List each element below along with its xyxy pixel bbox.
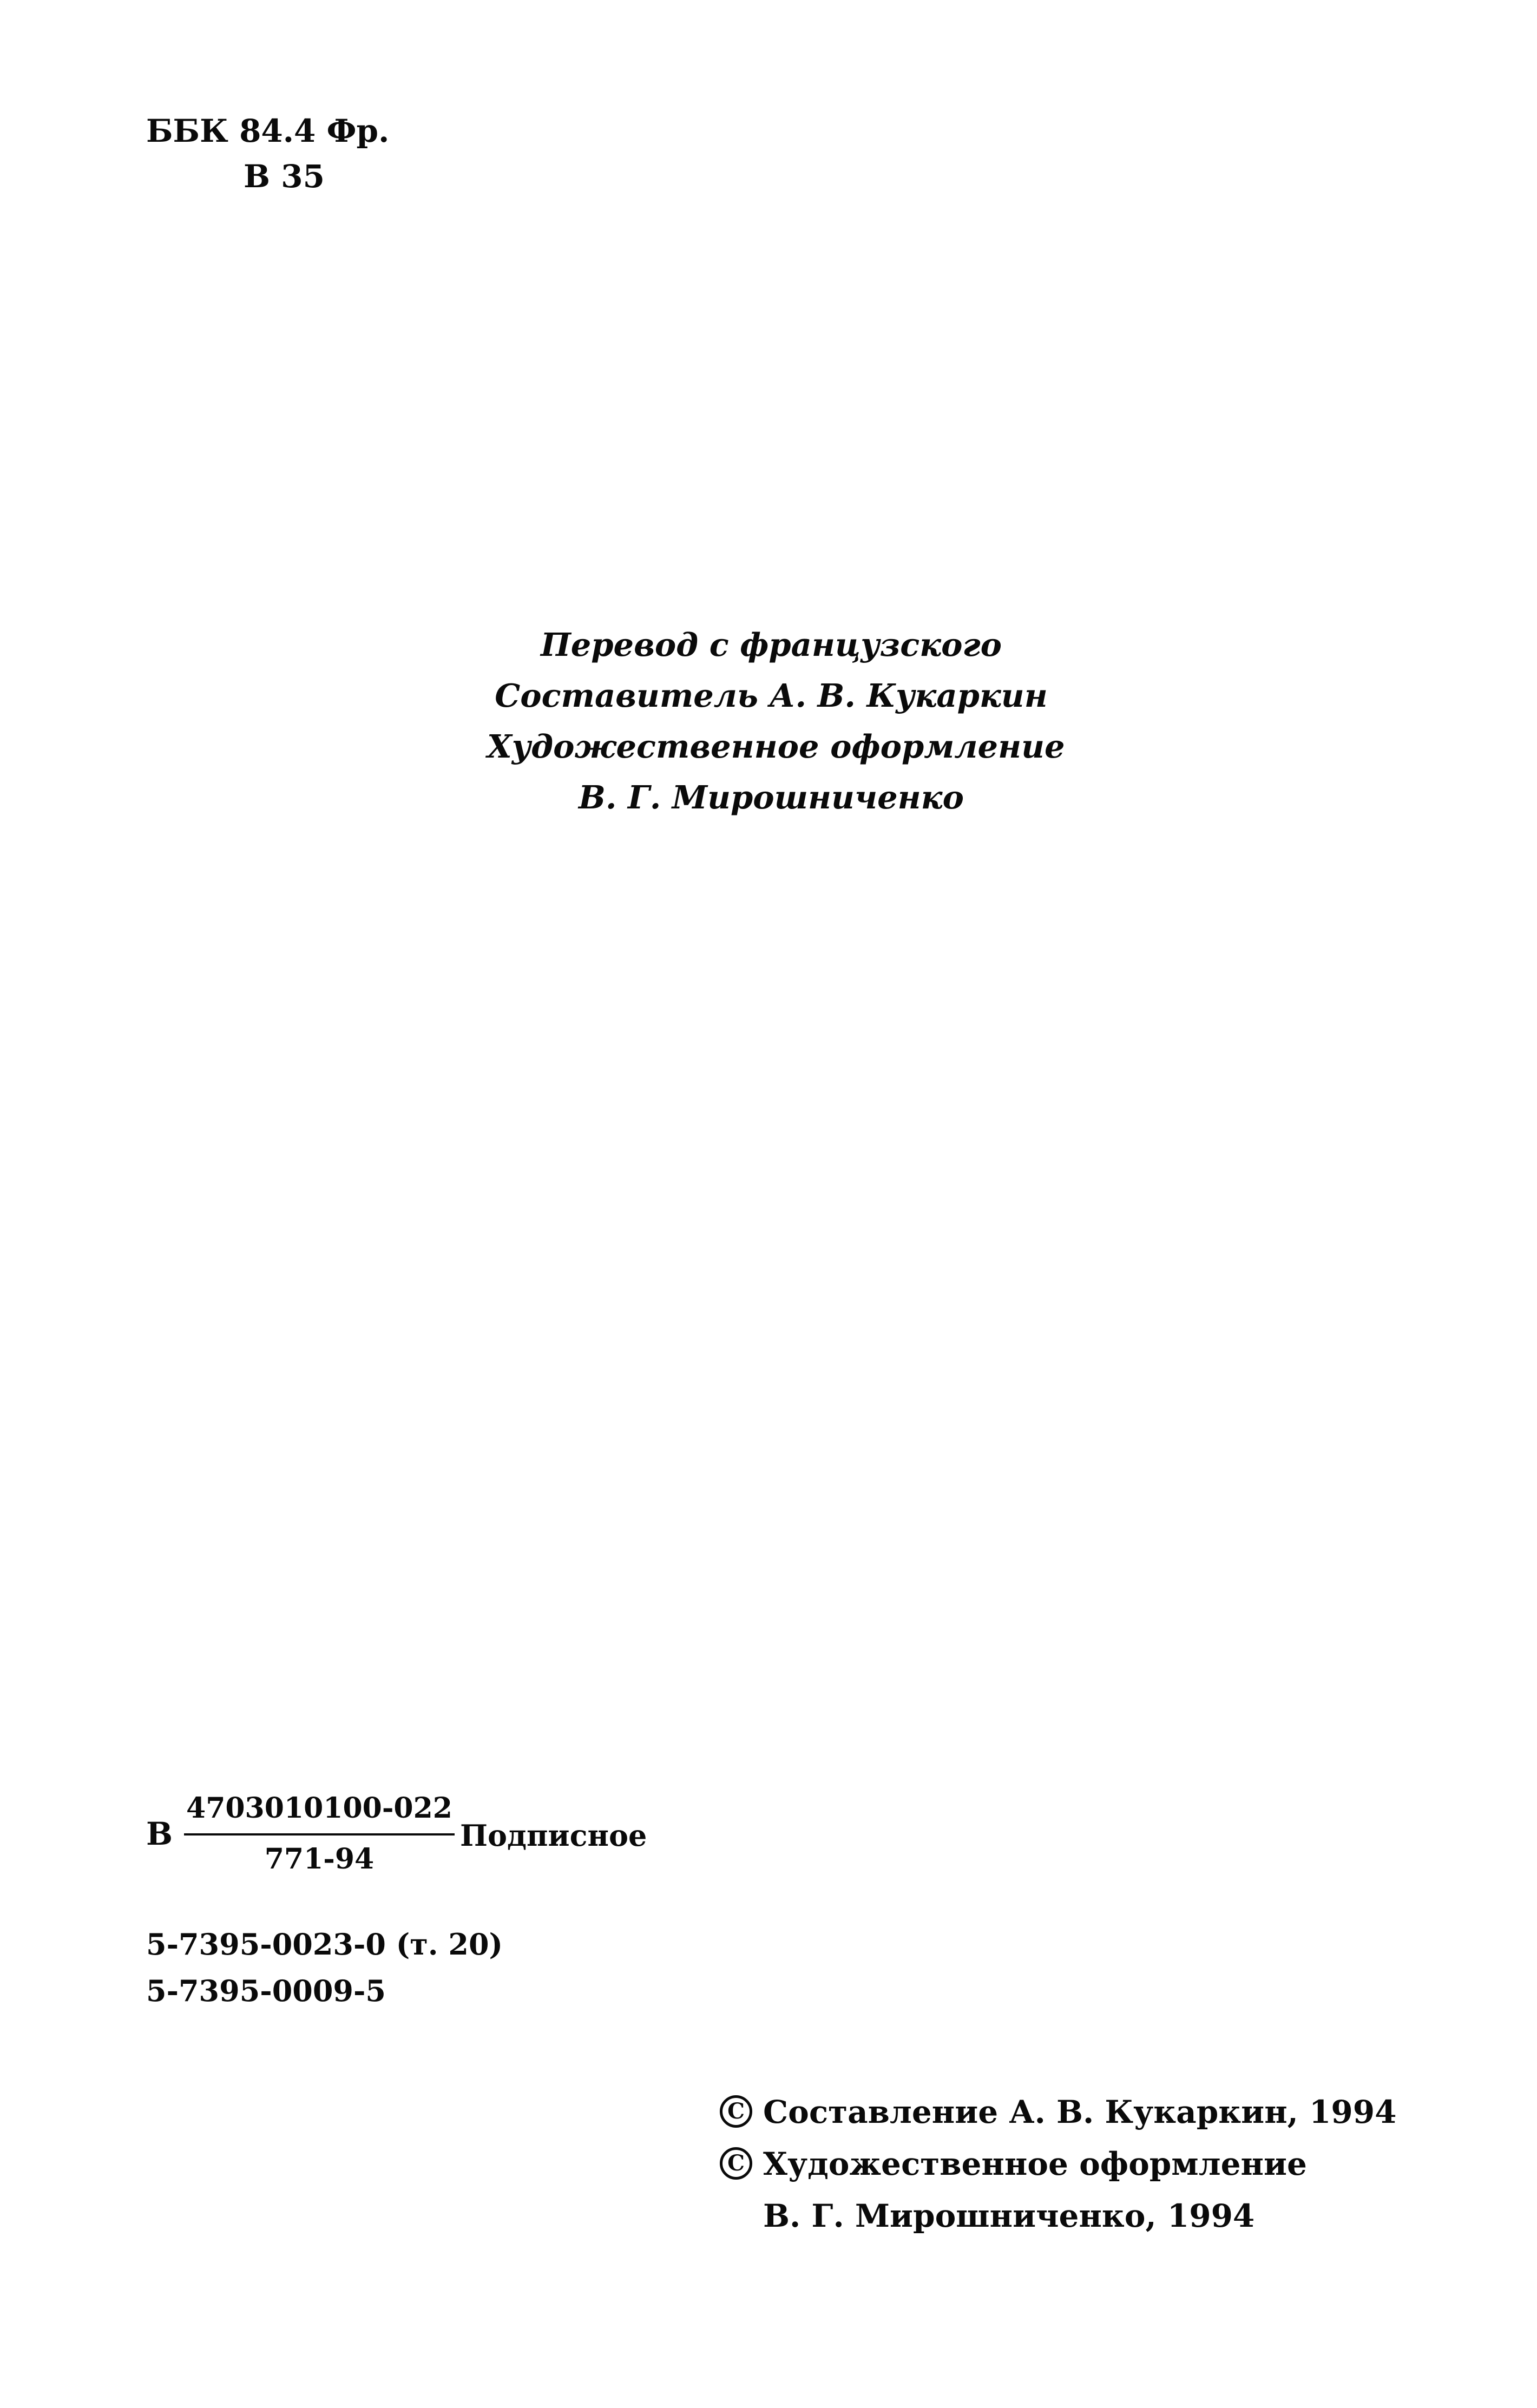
fraction-bar (184, 1833, 455, 1835)
author-sign: В 35 (244, 158, 325, 195)
catalog-letter: В (146, 1815, 173, 1852)
copyright-designer-name: В. Г. Мирошниченко, 1994 (763, 2198, 1255, 2234)
isbn-volume: 5-7395-0023-0 (т. 20) (146, 1927, 503, 1962)
art-designer-name: В. Г. Мирошниченко (579, 779, 964, 816)
copyright-compilation (720, 2086, 1396, 2138)
catalog-fraction (184, 1791, 455, 1877)
classification-code (146, 108, 389, 199)
credits-block (487, 620, 1065, 823)
subscription-note: Подписное (460, 1818, 647, 1853)
art-design-label: Художественное оформление (487, 728, 1065, 765)
bbk-index: ББК 84.4 Фр. (146, 113, 390, 149)
catalog-numerator: 4703010100-022 (186, 1792, 452, 1825)
catalog-code (146, 1791, 687, 1899)
copyright-design (720, 2138, 1396, 2190)
catalog-denominator: 771-94 (264, 1843, 375, 1876)
copyright-compilation-text: Составление А. В. Кукаркин, 1994 (763, 2094, 1397, 2130)
compiler-credit: Составитель А. В. Кукаркин (495, 677, 1048, 714)
isbn-series: 5-7395-0009-5 (146, 1973, 386, 2008)
isbn-list (146, 1921, 503, 2014)
copyright-design-text: Художественное оформление (763, 2146, 1307, 2182)
translation-note: Перевод с французского (541, 626, 1002, 663)
copyright-icon: C (720, 2095, 752, 2128)
copyright-icon: C (720, 2147, 752, 2180)
copyright-block (720, 2086, 1396, 2242)
